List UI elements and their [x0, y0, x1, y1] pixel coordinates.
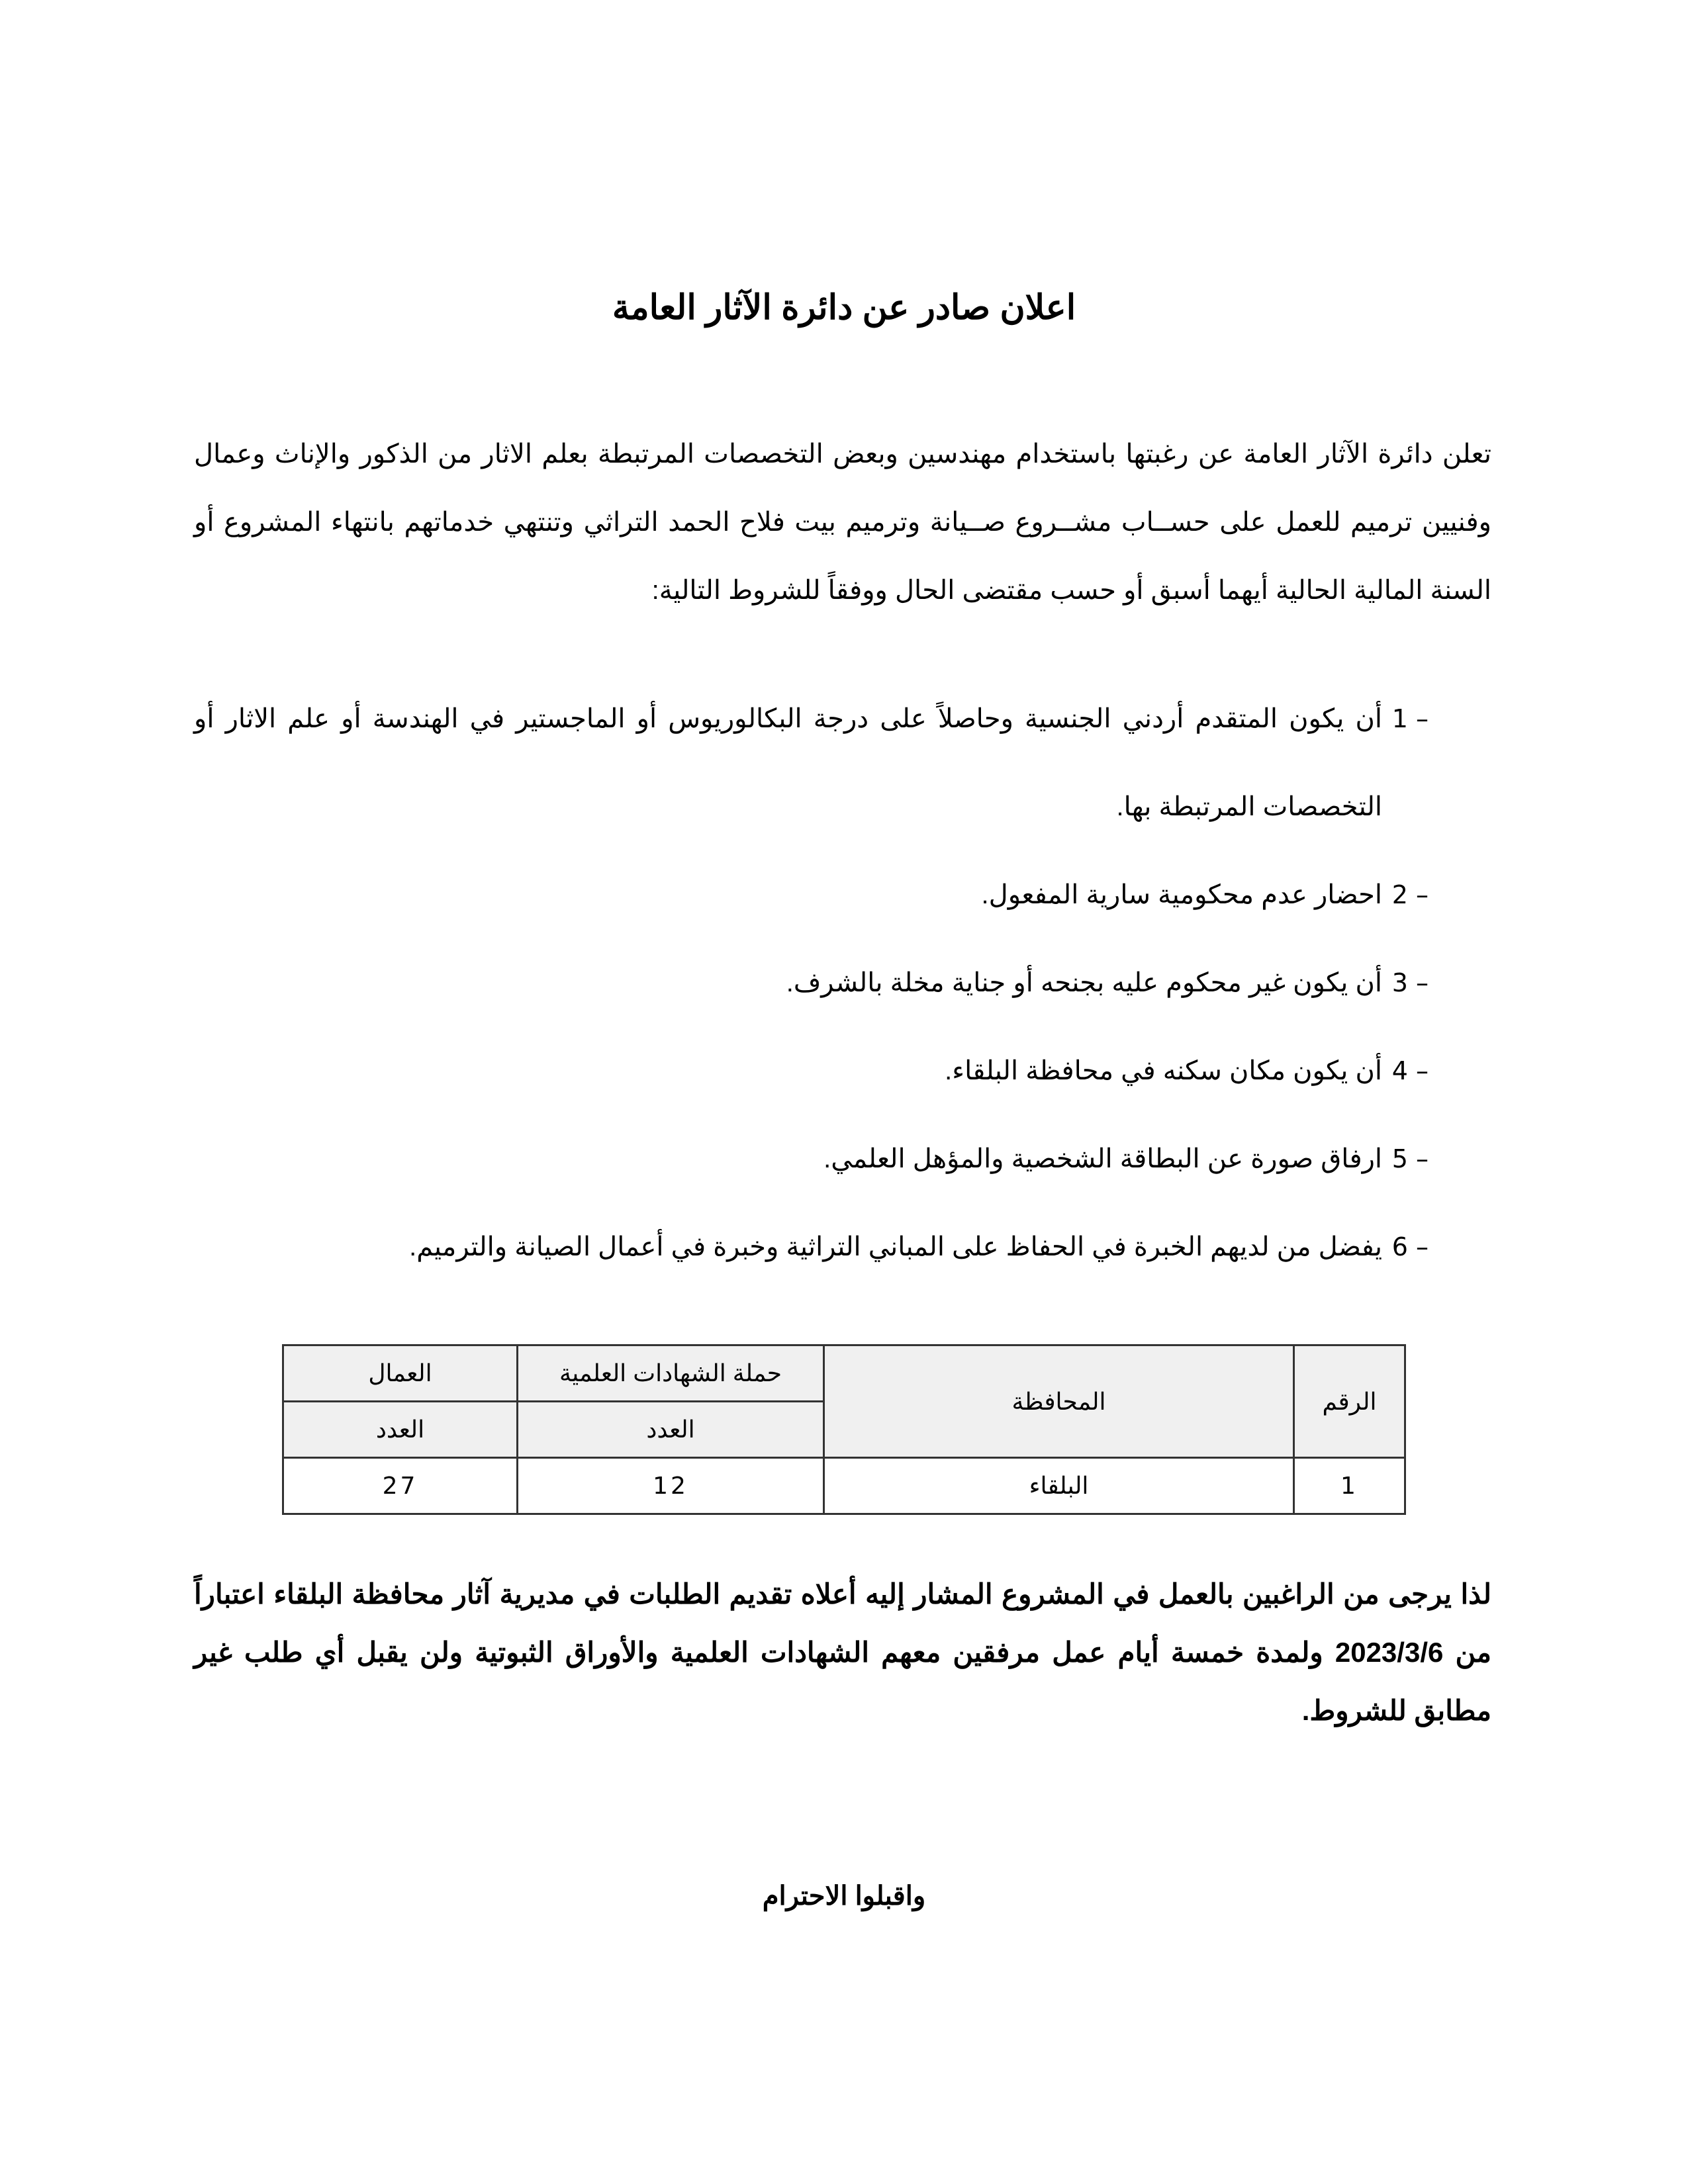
signoff: واقبلوا الاحترام [762, 1882, 926, 1911]
condition-item [194, 851, 1491, 939]
condition-number: 2 – [1391, 880, 1429, 909]
condition-item [194, 1115, 1491, 1203]
cell-certificate-holders-count: 12 [518, 1458, 824, 1514]
subheader-certificate-count: العدد [518, 1402, 824, 1458]
cell-governorate: البلقاء [824, 1458, 1294, 1514]
intro-paragraph: تعلن دائرة الآثار العامة عن رغبتها باستخدام مهندسين وبعض التخصصات المرتبطة بعلم الاثار من الذكور والإناث وعمال وفنيين ترميم للعمل على حســاب مشــروع صــيانة وترميم بيت فلاح الحمد التراثي وتنتهي خدماتهم بانتهاء المشروع أو السنة المالية الحالية أيهما أسبق أو حسب مقتضى الحال ووفقاً للشروط التالية: [194, 439, 1491, 605]
condition-number: 4 – [1391, 1056, 1429, 1085]
quota-table [282, 1344, 1406, 1515]
condition-text: يفضل من لديهم الخبرة في الحفاظ على المباني التراثية وخبرة في أعمال الصيانة والترميم. [409, 1232, 1382, 1261]
header-governorate: المحافظة [824, 1345, 1294, 1458]
header-certificate-holders: حملة الشهادات العلمية [518, 1345, 824, 1402]
condition-text: أن يكون غير محكوم عليه بجنحه أو جناية مخلة بالشرف. [786, 968, 1382, 997]
cell-workers-count: 27 [283, 1458, 518, 1514]
condition-text: احضار عدم محكومية سارية المفعول. [981, 880, 1382, 909]
condition-number: 3 – [1391, 968, 1429, 997]
condition-item [194, 1203, 1491, 1291]
condition-text: أن يكون مكان سكنه في محافظة البلقاء. [945, 1056, 1382, 1085]
subheader-workers-count: العدد [283, 1402, 518, 1458]
header-number: الرقم [1294, 1345, 1405, 1458]
condition-number: 1 – [1391, 704, 1429, 733]
condition-text: ارفاق صورة عن البطاقة الشخصية والمؤهل العلمي. [823, 1144, 1382, 1173]
condition-number: 6 – [1391, 1232, 1429, 1261]
condition-number: 5 – [1391, 1144, 1429, 1173]
document-title: اعلان صادر عن دائرة الآثار العامة [612, 289, 1076, 327]
condition-text: أن يكون المتقدم أردني الجنسية وحاصلاً على درجة البكالوريوس أو الماجستير في الهندسة أو علم الاثار أو التخصصات المرتبطة بها. [194, 704, 1382, 821]
table-header-row [283, 1345, 1405, 1402]
conditions-list [194, 675, 1491, 1291]
table-row [283, 1458, 1405, 1514]
cell-number: 1 [1294, 1458, 1405, 1514]
condition-item [194, 675, 1491, 851]
condition-item [194, 1027, 1491, 1115]
condition-item [194, 939, 1491, 1027]
closing-paragraph: لذا يرجى من الراغبين بالعمل في المشروع المشار إليه أعلاه تقديم الطلبات في مديرية آثار محافظة البلقاء اعتباراً من 2023/3/6 ولمدة خمسة أيام عمل مرفقين معهم الشهادات العلمية والأوراق الثبوتية ولن يقبل أي طلب غير مطابق للشروط. [194, 1578, 1491, 1726]
header-workers: العمال [283, 1345, 518, 1402]
